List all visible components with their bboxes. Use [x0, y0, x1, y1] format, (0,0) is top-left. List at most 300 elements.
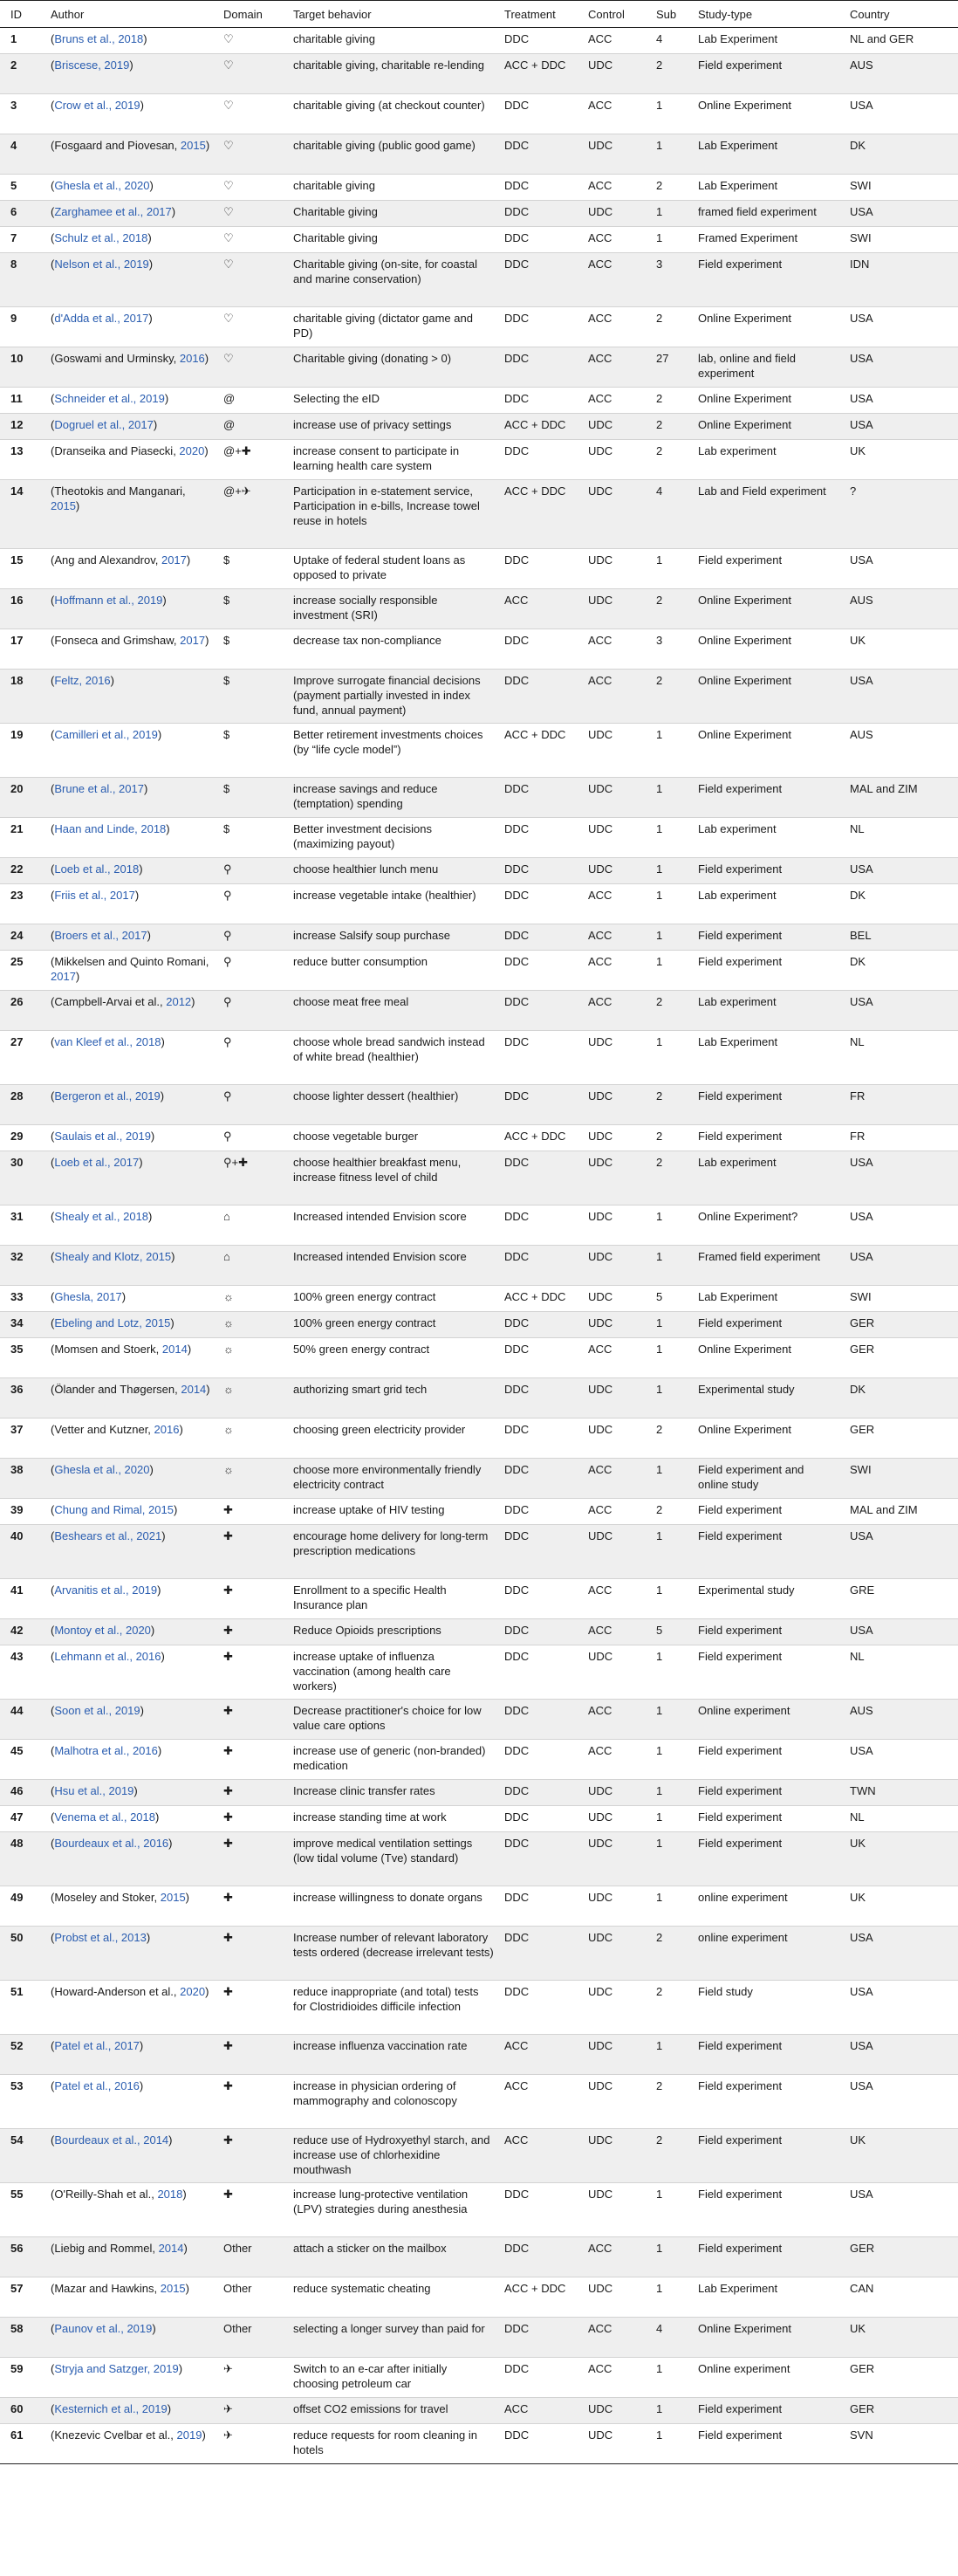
citation-link[interactable]: Hoffmann et al., 2019 — [54, 594, 163, 607]
cell-target-behavior: Increased intended Envision score — [288, 1206, 499, 1246]
cell-study-type: Online Experiment — [693, 629, 845, 670]
cell-control: ACC — [583, 2318, 651, 2358]
cell-domain-icon: ⚲ — [218, 1085, 288, 1125]
cell-target-behavior: choose vegetable burger — [288, 1125, 499, 1151]
cell-treatment: DDC — [499, 1806, 583, 1832]
cell-domain-icon: ♡ — [218, 227, 288, 253]
cell-author — [45, 549, 218, 589]
citation-link[interactable]: Bourdeaux et al., 2014 — [54, 2133, 169, 2147]
cell-study-type: Field experiment and online study — [693, 1459, 845, 1499]
cell-country: NL — [845, 1645, 958, 1700]
paren-close: ) — [164, 392, 169, 405]
table-row — [0, 1312, 958, 1338]
cell-sub: 27 — [651, 347, 693, 388]
cell-author — [45, 1886, 218, 1927]
citation-link[interactable]: Haan and Linde, 2018 — [54, 822, 167, 835]
cell-treatment: DDC — [499, 1378, 583, 1419]
cell-country: USA — [845, 1206, 958, 1246]
citation-link[interactable]: Loeb et al., 2018 — [54, 862, 140, 876]
cell-target-behavior: increase in physician ordering of mammography and colonoscopy — [288, 2075, 499, 2129]
cell-author — [45, 629, 218, 670]
citation-link[interactable]: Schulz et al., 2018 — [54, 231, 148, 244]
cell-sub: 2 — [651, 1499, 693, 1525]
cell-author — [45, 1338, 218, 1378]
cell-domain-icon: ✈ — [218, 2398, 288, 2424]
paren-open: ( — [51, 728, 55, 741]
cell-treatment: DDC — [499, 884, 583, 924]
cell-study-type: Field experiment — [693, 858, 845, 884]
citation-link[interactable]: Zarghamee et al., 2017 — [54, 205, 172, 218]
citation-link[interactable]: 2018 — [157, 2188, 183, 2201]
author-names: Fosgaard and Piovesan, — [54, 139, 181, 152]
citation-link[interactable]: 2020 — [179, 444, 205, 457]
cell-author — [45, 1286, 218, 1312]
cell-target-behavior: charitable giving (public good game) — [288, 134, 499, 175]
cell-treatment: DDC — [499, 1740, 583, 1780]
cell-target-behavior: choose lighter dessert (healthier) — [288, 1085, 499, 1125]
cell-treatment: ACC + DDC — [499, 1125, 583, 1151]
cell-domain-icon: ⚲ — [218, 924, 288, 951]
cell-country: GER — [845, 1312, 958, 1338]
paren-close: ) — [167, 2402, 172, 2415]
author-names: Theotokis and Manganari, — [54, 484, 186, 498]
cell-treatment: ACC + DDC — [499, 414, 583, 440]
cell-domain-icon: ♡ — [218, 28, 288, 54]
cell-sub: 2 — [651, 54, 693, 94]
cell-author — [45, 1085, 218, 1125]
cell-id: 53 — [0, 2075, 45, 2129]
cell-id: 51 — [0, 1981, 45, 2035]
citation-link[interactable]: Montoy et al., 2020 — [54, 1624, 151, 1637]
cell-country: GER — [845, 2358, 958, 2398]
cell-sub: 4 — [651, 480, 693, 549]
cell-domain-icon: ☼ — [218, 1378, 288, 1419]
cell-id: 6 — [0, 201, 45, 227]
citation-link[interactable]: Bruns et al., 2018 — [54, 32, 144, 45]
cell-sub: 1 — [651, 1459, 693, 1499]
cell-control: UDC — [583, 1378, 651, 1419]
cell-target-behavior: increase savings and reduce (temptation) spending — [288, 778, 499, 818]
citation-link[interactable]: 2014 — [181, 1383, 207, 1396]
cell-treatment: ACC — [499, 2129, 583, 2183]
cell-study-type: Field experiment — [693, 54, 845, 94]
citation-link[interactable]: Patel et al., 2016 — [54, 2079, 140, 2092]
cell-treatment: DDC — [499, 28, 583, 54]
citation-link[interactable]: Probst et al., 2013 — [54, 1931, 147, 1944]
cell-id: 33 — [0, 1286, 45, 1312]
paren-open: ( — [51, 1423, 55, 1436]
cell-id: 30 — [0, 1151, 45, 1206]
citation-link[interactable]: Brune et al., 2017 — [54, 782, 144, 795]
cell-country: AUS — [845, 589, 958, 629]
cell-target-behavior: increase willingness to donate organs — [288, 1886, 499, 1927]
paren-open: ( — [51, 1290, 55, 1303]
cell-domain-icon: $ — [218, 629, 288, 670]
table-row — [0, 1525, 958, 1579]
cell-domain-icon: $ — [218, 778, 288, 818]
cell-author — [45, 347, 218, 388]
citation-link[interactable]: Crow et al., 2019 — [54, 99, 140, 112]
cell-control: ACC — [583, 951, 651, 991]
cell-target-behavior: increase Salsify soup purchase — [288, 924, 499, 951]
table-row — [0, 440, 958, 480]
citation-link[interactable]: Venema et al., 2018 — [54, 1810, 155, 1824]
cell-target-behavior: increase uptake of influenza vaccination (among health care workers) — [288, 1645, 499, 1700]
cell-sub: 1 — [651, 951, 693, 991]
cell-author — [45, 2035, 218, 2075]
citation-link[interactable]: Briscese, 2019 — [54, 58, 130, 72]
cell-country: CAN — [845, 2277, 958, 2318]
citation-link[interactable]: Malhotra et al., 2016 — [54, 1744, 158, 1757]
citation-link[interactable]: 2015 — [180, 139, 206, 152]
cell-study-type: Online Experiment — [693, 589, 845, 629]
cell-country: AUS — [845, 1700, 958, 1740]
cell-sub: 2 — [651, 388, 693, 414]
cell-treatment: DDC — [499, 307, 583, 347]
cell-target-behavior: Enrollment to a specific Health Insurance plan — [288, 1579, 499, 1619]
cell-author — [45, 778, 218, 818]
table-row — [0, 549, 958, 589]
paren-open: ( — [51, 58, 55, 72]
cell-sub: 2 — [651, 440, 693, 480]
cell-control: UDC — [583, 1286, 651, 1312]
paren-open: ( — [51, 392, 55, 405]
cell-study-type: Field experiment — [693, 549, 845, 589]
paren-close: ) — [139, 2079, 144, 2092]
paren-open: ( — [51, 1089, 55, 1103]
paren-close: ) — [161, 1650, 165, 1663]
cell-control: UDC — [583, 201, 651, 227]
cell-treatment: DDC — [499, 1700, 583, 1740]
cell-study-type: Field experiment — [693, 2183, 845, 2237]
cell-author — [45, 2237, 218, 2277]
cell-sub: 3 — [651, 629, 693, 670]
cell-treatment: DDC — [499, 2318, 583, 2358]
cell-study-type: Online Experiment — [693, 307, 845, 347]
cell-sub: 1 — [651, 1378, 693, 1419]
table-body — [0, 28, 958, 2464]
citation-link[interactable]: 2017 — [161, 553, 187, 567]
cell-sub: 2 — [651, 589, 693, 629]
cell-treatment: DDC — [499, 2237, 583, 2277]
cell-country: USA — [845, 1740, 958, 1780]
citation-link[interactable]: 2015 — [160, 2282, 186, 2295]
cell-target-behavior: Reduce Opioids prescriptions — [288, 1619, 499, 1645]
cell-target-behavior: Switch to an e-car after initially choosing petroleum car — [288, 2358, 499, 2398]
citation-link[interactable]: Stryja and Satzger, 2019 — [54, 2362, 179, 2375]
citation-link[interactable]: 2016 — [179, 352, 205, 365]
cell-author — [45, 1031, 218, 1085]
cell-id: 26 — [0, 991, 45, 1031]
paren-close: ) — [171, 205, 176, 218]
table-row — [0, 1832, 958, 1886]
citation-link[interactable]: Soon et al., 2019 — [54, 1704, 140, 1717]
cell-sub: 1 — [651, 2358, 693, 2398]
cell-sub: 1 — [651, 884, 693, 924]
cell-id: 54 — [0, 2129, 45, 2183]
cell-sub: 1 — [651, 1886, 693, 1927]
table-row — [0, 1700, 958, 1740]
cell-control: ACC — [583, 94, 651, 134]
cell-country: AUS — [845, 54, 958, 94]
cell-id: 13 — [0, 440, 45, 480]
cell-country: UK — [845, 440, 958, 480]
citation-link[interactable]: Lehmann et al., 2016 — [54, 1650, 161, 1663]
cell-country: NL and GER — [845, 28, 958, 54]
table-row — [0, 951, 958, 991]
cell-domain-icon: $ — [218, 549, 288, 589]
cell-sub: 1 — [651, 94, 693, 134]
paren-close: ) — [160, 1089, 165, 1103]
cell-target-behavior: charitable giving — [288, 175, 499, 201]
citation-link[interactable]: Loeb et al., 2017 — [54, 1156, 140, 1169]
cell-study-type: online experiment — [693, 1886, 845, 1927]
cell-sub: 2 — [651, 991, 693, 1031]
paren-close: ) — [139, 1156, 143, 1169]
paren-open: ( — [51, 1583, 55, 1597]
cell-target-behavior: selecting a longer survey than paid for — [288, 2318, 499, 2358]
cell-author — [45, 1459, 218, 1499]
citation-link[interactable]: Ebeling and Lotz, 2015 — [54, 1316, 171, 1329]
cell-control: UDC — [583, 134, 651, 175]
author-names: Momsen and Stoerk, — [54, 1343, 162, 1356]
cell-country: AUS — [845, 724, 958, 778]
paren-close: ) — [133, 1784, 138, 1797]
cell-domain-icon: ✚ — [218, 2129, 288, 2183]
cell-control: ACC — [583, 670, 651, 724]
citation-link[interactable]: Saulais et al., 2019 — [54, 1130, 151, 1143]
cell-id: 36 — [0, 1378, 45, 1419]
cell-sub: 3 — [651, 253, 693, 307]
author-names: Moseley and Stoker, — [54, 1891, 161, 1904]
cell-study-type: Field experiment — [693, 2424, 845, 2464]
table-row — [0, 54, 958, 94]
cell-author — [45, 2277, 218, 2318]
citation-link[interactable]: 2017 — [51, 970, 76, 983]
cell-control: UDC — [583, 858, 651, 884]
cell-id: 3 — [0, 94, 45, 134]
paren-close: ) — [143, 32, 147, 45]
cell-sub: 1 — [651, 724, 693, 778]
paren-close: ) — [162, 594, 167, 607]
cell-target-behavior: choose meat free meal — [288, 991, 499, 1031]
cell-control: ACC — [583, 1499, 651, 1525]
table-row — [0, 1125, 958, 1151]
citation-link[interactable]: Friis et al., 2017 — [54, 889, 135, 902]
citation-link[interactable]: d'Adda et al., 2017 — [54, 312, 149, 325]
table-row — [0, 1619, 958, 1645]
cell-sub: 1 — [651, 2183, 693, 2237]
cell-study-type: Field experiment — [693, 1525, 845, 1579]
cell-country: USA — [845, 347, 958, 388]
paren-open: ( — [51, 1343, 55, 1356]
cell-country: UK — [845, 2318, 958, 2358]
paren-close: ) — [205, 634, 209, 647]
paren-open: ( — [51, 231, 55, 244]
cell-author — [45, 1151, 218, 1206]
citation-link[interactable]: 2019 — [176, 2428, 202, 2442]
cell-sub: 1 — [651, 1338, 693, 1378]
cell-id: 43 — [0, 1645, 45, 1700]
table-row — [0, 227, 958, 253]
paren-close: ) — [150, 1624, 155, 1637]
cell-treatment: ACC + DDC — [499, 2277, 583, 2318]
cell-control: UDC — [583, 1085, 651, 1125]
citation-link[interactable]: Shealy and Klotz, 2015 — [54, 1250, 172, 1263]
cell-control: UDC — [583, 1780, 651, 1806]
citation-link[interactable]: Ghesla, 2017 — [54, 1290, 122, 1303]
paren-close: ) — [202, 2428, 206, 2442]
table-row — [0, 1981, 958, 2035]
table-row — [0, 1419, 958, 1459]
table-row — [0, 2318, 958, 2358]
citation-link[interactable]: Chung and Rimal, 2015 — [54, 1503, 174, 1516]
table-row — [0, 2129, 958, 2183]
cell-target-behavior: Better retirement investments choices (by “life cycle model”) — [288, 724, 499, 778]
cell-domain-icon: ☼ — [218, 1312, 288, 1338]
citation-link[interactable]: Shealy et al., 2018 — [54, 1210, 149, 1223]
cell-sub: 1 — [651, 227, 693, 253]
cell-country: GER — [845, 2237, 958, 2277]
citation-link[interactable]: Ghesla et al., 2020 — [54, 1463, 150, 1476]
citation-link[interactable]: 2015 — [160, 1891, 186, 1904]
citation-link[interactable]: Paunov et al., 2019 — [54, 2322, 153, 2335]
table-row — [0, 480, 958, 549]
cell-country: DK — [845, 884, 958, 924]
table-row — [0, 134, 958, 175]
cell-sub: 5 — [651, 1286, 693, 1312]
paren-open: ( — [51, 1784, 55, 1797]
citation-link[interactable]: Camilleri et al., 2019 — [54, 728, 158, 741]
cell-country: USA — [845, 549, 958, 589]
cell-country: GER — [845, 1419, 958, 1459]
table-row — [0, 2035, 958, 2075]
table-row — [0, 1085, 958, 1125]
cell-domain-icon: @ — [218, 414, 288, 440]
cell-id: 19 — [0, 724, 45, 778]
citation-link[interactable]: 2015 — [51, 499, 76, 512]
cell-sub: 1 — [651, 2277, 693, 2318]
cell-domain-icon: ☼ — [218, 1338, 288, 1378]
cell-id: 7 — [0, 227, 45, 253]
paren-open: ( — [51, 2079, 55, 2092]
cell-treatment: DDC — [499, 1312, 583, 1338]
paren-close: ) — [185, 2282, 189, 2295]
cell-target-behavior: choose healthier lunch menu — [288, 858, 499, 884]
citation-link[interactable]: 2016 — [154, 1423, 180, 1436]
cell-sub: 1 — [651, 858, 693, 884]
paren-close: ) — [179, 1423, 183, 1436]
citation-link[interactable]: Hsu et al., 2019 — [54, 1784, 134, 1797]
citation-link[interactable]: 2014 — [158, 2242, 184, 2255]
cell-id: 50 — [0, 1927, 45, 1981]
cell-study-type: Field experiment — [693, 924, 845, 951]
paren-close: ) — [148, 312, 153, 325]
cell-study-type: Online Experiment — [693, 414, 845, 440]
cell-id: 23 — [0, 884, 45, 924]
citation-link[interactable]: Schneider et al., 2019 — [54, 392, 165, 405]
paren-open: ( — [51, 1156, 55, 1169]
paren-close: ) — [183, 2242, 188, 2255]
cell-target-behavior: Increase clinic transfer rates — [288, 1780, 499, 1806]
paren-close: ) — [147, 929, 151, 942]
citation-link[interactable]: Kesternich et al., 2019 — [54, 2402, 168, 2415]
cell-author — [45, 480, 218, 549]
citation-link[interactable]: 2020 — [180, 1985, 206, 1998]
cell-country: USA — [845, 1151, 958, 1206]
paren-open: ( — [51, 1529, 55, 1542]
citation-link[interactable]: Arvanitis et al., 2019 — [54, 1583, 158, 1597]
cell-study-type: Field experiment — [693, 1740, 845, 1780]
cell-control: ACC — [583, 2358, 651, 2398]
cell-country: BEL — [845, 924, 958, 951]
citation-link[interactable]: Broers et al., 2017 — [54, 929, 147, 942]
citation-link[interactable]: 2014 — [161, 1343, 188, 1356]
citation-link[interactable]: Feltz, 2016 — [54, 674, 111, 687]
citation-link[interactable]: Bergeron et al., 2019 — [54, 1089, 161, 1103]
cell-sub: 1 — [651, 778, 693, 818]
cell-id: 61 — [0, 2424, 45, 2464]
citation-link[interactable]: 2012 — [166, 995, 192, 1008]
cell-control: UDC — [583, 2183, 651, 2237]
citation-link[interactable]: Patel et al., 2017 — [54, 2039, 140, 2052]
cell-sub: 1 — [651, 1645, 693, 1700]
table-row — [0, 1246, 958, 1286]
paren-open: ( — [51, 1744, 55, 1757]
citation-link[interactable]: Beshears et al., 2021 — [54, 1529, 162, 1542]
cell-id: 4 — [0, 134, 45, 175]
cell-domain-icon: ⚲ — [218, 884, 288, 924]
cell-domain-icon: ✚ — [218, 1645, 288, 1700]
cell-id: 57 — [0, 2277, 45, 2318]
cell-country: USA — [845, 2183, 958, 2237]
paren-close: ) — [173, 1503, 178, 1516]
cell-control: UDC — [583, 1419, 651, 1459]
paren-close: ) — [139, 2039, 144, 2052]
citation-link[interactable]: Dogruel et al., 2017 — [54, 418, 154, 431]
paren-close: ) — [157, 728, 162, 741]
cell-control: UDC — [583, 1031, 651, 1085]
paren-open: ( — [51, 674, 55, 687]
citation-link[interactable]: van Kleef et al., 2018 — [54, 1035, 161, 1048]
cell-author — [45, 1780, 218, 1806]
cell-target-behavior: Uptake of federal student loans as opposed to private — [288, 549, 499, 589]
paren-close: ) — [75, 499, 80, 512]
citation-link[interactable]: Ghesla et al., 2020 — [54, 179, 150, 192]
table-row — [0, 2183, 958, 2237]
cell-target-behavior: increase socially responsible investment (SRI) — [288, 589, 499, 629]
table-row — [0, 1286, 958, 1312]
cell-target-behavior: reduce inappropriate (and total) tests for Clostridioides difficile infection — [288, 1981, 499, 2035]
cell-control: UDC — [583, 480, 651, 549]
paren-open: ( — [51, 2039, 55, 2052]
cell-author — [45, 1700, 218, 1740]
cell-treatment: DDC — [499, 1499, 583, 1525]
cell-study-type: Online Experiment — [693, 670, 845, 724]
citation-link[interactable]: 2017 — [180, 634, 206, 647]
citation-link[interactable]: Nelson et al., 2019 — [54, 258, 149, 271]
citation-link[interactable]: Bourdeaux et al., 2016 — [54, 1837, 169, 1850]
table-row — [0, 1499, 958, 1525]
cell-sub: 1 — [651, 1246, 693, 1286]
cell-study-type: Field experiment — [693, 2035, 845, 2075]
cell-author — [45, 253, 218, 307]
cell-treatment: DDC — [499, 629, 583, 670]
cell-author — [45, 818, 218, 858]
cell-id: 9 — [0, 307, 45, 347]
cell-study-type: Lab experiment — [693, 440, 845, 480]
cell-domain-icon: ♡ — [218, 201, 288, 227]
